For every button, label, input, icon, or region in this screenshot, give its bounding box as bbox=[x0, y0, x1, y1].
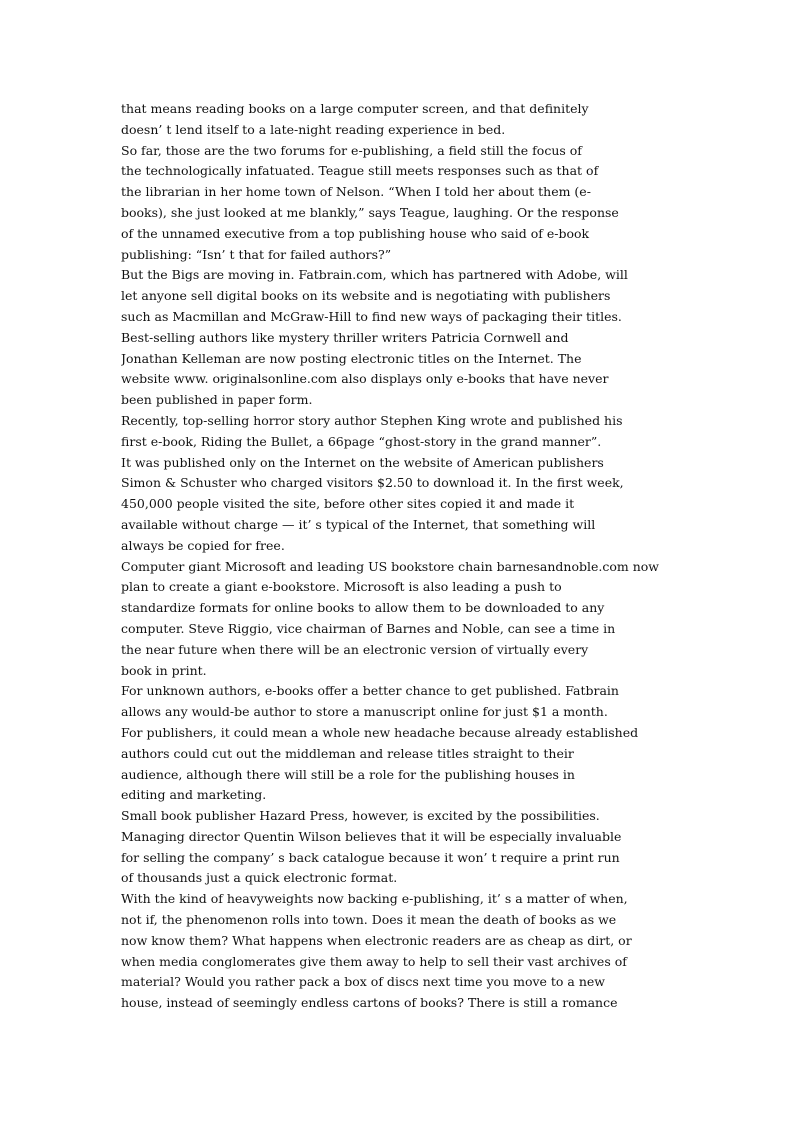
text-line: For unknown authors, e-books offer a better chance to get published. Fatbrain bbox=[121, 683, 619, 699]
text-line: 450,000 people visited the site, before other sites copied it and made it bbox=[121, 496, 575, 512]
document-body bbox=[121, 99, 681, 1014]
text-line: So far, those are the two forums for e-publishing, a field still the focus of bbox=[121, 142, 582, 158]
text-line: But the Bigs are moving in. Fatbrain.com, which has partnered with Adobe, will bbox=[121, 267, 628, 283]
text-line: not if, the phenomenon rolls into town. Does it mean the death of books as we bbox=[121, 912, 617, 928]
text-line: when media conglomerates give them away to help to sell their vast archives of bbox=[121, 953, 627, 969]
text-line: publishing: “Isn’ t that for failed authors?” bbox=[121, 246, 392, 262]
text-line: Jonathan Kelleman are now posting electronic titles on the Internet. The bbox=[121, 350, 582, 366]
text-line: always be copied for free. bbox=[121, 537, 285, 553]
text-line: With the kind of heavyweights now backing e-publishing, it’ s a matter of when, bbox=[121, 891, 628, 907]
text-line: editing and marketing. bbox=[121, 787, 267, 803]
text-line: the technologically infatuated. Teague still meets responses such as that of bbox=[121, 163, 599, 179]
text-line: standardize formats for online books to allow them to be downloaded to any bbox=[121, 600, 605, 616]
text-line: books), she just looked at me blankly,” says Teague, laughing. Or the response bbox=[121, 204, 619, 220]
text-line: Managing director Quentin Wilson believes that it will be especially invaluable bbox=[121, 828, 622, 844]
text-line: Computer giant Microsoft and leading US bookstore chain barnesandnoble.com now bbox=[121, 558, 659, 574]
text-line: doesn’ t lend itself to a late-night reading experience in bed. bbox=[121, 121, 506, 137]
text-line: Small book publisher Hazard Press, however, is excited by the possibilities. bbox=[121, 808, 600, 824]
text-line: For publishers, it could mean a whole new headache because already established bbox=[121, 724, 639, 740]
text-line: that means reading books on a large computer screen, and that definitely bbox=[121, 101, 589, 116]
text-line: computer. Steve Riggio, vice chairman of Barnes and Noble, can see a time in bbox=[121, 620, 616, 636]
text-line: Simon & Schuster who charged visitors $2.50 to download it. In the first week, bbox=[121, 475, 624, 491]
text-line: house, instead of seemingly endless cartons of books? There is still a romance bbox=[121, 995, 618, 1011]
text-line: first e-book, Riding the Bullet, a 66page “ghost-story in the grand manner”. bbox=[121, 433, 602, 449]
text-line: the librarian in her home town of Nelson. “When I told her about them (e- bbox=[121, 184, 591, 200]
text-line: available without charge — it’ s typical of the Internet, that something will bbox=[121, 516, 596, 532]
text-line: website www. originalsonline.com also displays only e-books that have never bbox=[121, 371, 609, 387]
text-line: Recently, top-selling horror story author Stephen King wrote and published his bbox=[121, 412, 623, 428]
text-line: of the unnamed executive from a top publishing house who said of e-book bbox=[121, 225, 590, 241]
text-line: authors could cut out the middleman and release titles straight to their bbox=[121, 745, 574, 761]
text-line: material? Would you rather pack a box of discs next time you move to a new bbox=[121, 974, 605, 990]
text-line: It was published only on the Internet on the website of American publishers bbox=[121, 454, 604, 470]
text-line: allows any would-be author to store a manuscript online for just $1 a month. bbox=[121, 704, 608, 720]
text-line: for selling the company’ s back catalogue because it won’ t require a print run bbox=[121, 849, 620, 865]
text-line: audience, although there will still be a role for the publishing houses in bbox=[121, 766, 575, 782]
text-line: Best-selling authors like mystery thriller writers Patricia Cornwell and bbox=[121, 329, 569, 345]
text-line: of thousands just a quick electronic format. bbox=[121, 870, 398, 886]
text-line: book in print. bbox=[121, 662, 207, 678]
text-line: such as Macmillan and McGraw-Hill to find new ways of packaging their titles. bbox=[121, 308, 622, 324]
text-line: the near future when there will be an electronic version of virtually every bbox=[121, 641, 589, 657]
text-line: plan to create a giant e-bookstore. Microsoft is also leading a push to bbox=[121, 579, 562, 595]
text-line: now know them? What happens when electronic readers are as cheap as dirt, or bbox=[121, 932, 632, 948]
text-line: been published in paper form. bbox=[121, 392, 313, 408]
text-line: let anyone sell digital books on its website and is negotiating with publishers bbox=[121, 288, 611, 304]
